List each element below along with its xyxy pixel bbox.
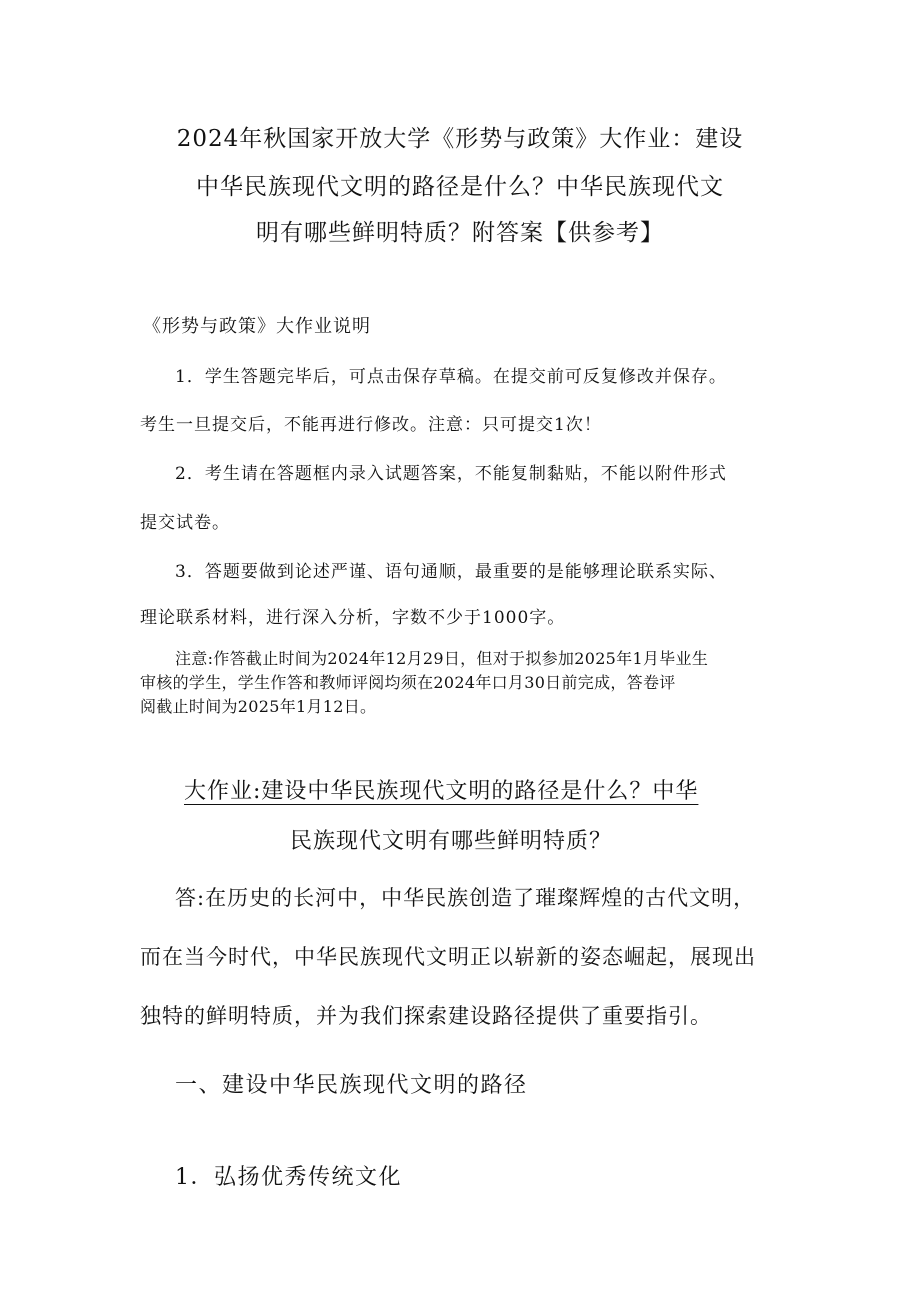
answer-line-2: 而在当今时代，中华民族现代文明正以崭新的姿态崛起，展现出 bbox=[140, 945, 756, 969]
question-line-2: 民族现代文明有哪些鲜明特质？ bbox=[290, 829, 613, 854]
subsection-heading-1: 1．弘扬优秀传统文化 bbox=[175, 1165, 402, 1190]
instruction-item-3-line-2: 理论联系材料，进行深入分析，字数不少于1000字。 bbox=[140, 608, 566, 628]
title-line-3: 明有哪些鲜明特质？附答案【供参考】 bbox=[256, 220, 664, 246]
answer-line-3: 独特的鲜明特质，并为我们探索建设路径提供了重要指引。 bbox=[140, 1004, 712, 1028]
notice-line-2: 审核的学生，学生作答和教师评阅均须在2024年口月30日前完成，答卷评 bbox=[140, 673, 676, 692]
instruction-item-3-line-1: 3．答题要做到论述严谨、语句通顺，最重要的是能够理论联系实际、 bbox=[175, 562, 727, 582]
instruction-item-2-line-2: 提交试卷。 bbox=[140, 513, 230, 533]
notice-line-3: 阅截止时间为2025年1月12日。 bbox=[140, 697, 377, 716]
answer-line-1: 答:在历史的长河中，中华民族创造了璀璨辉煌的古代文明， bbox=[175, 886, 756, 910]
instructions-heading: 《形势与政策》大作业说明 bbox=[143, 316, 371, 337]
title-line-2: 中华民族现代文明的路径是什么？中华民族现代文 bbox=[196, 174, 724, 200]
title-line-1: 2024年秋国家开放大学《形势与政策》大作业：建设 bbox=[176, 126, 744, 152]
instruction-item-2-line-1: 2．考生请在答题框内录入试题答案，不能复制黏贴，不能以附件形式 bbox=[175, 464, 727, 484]
notice-line-1: 注意:作答截止时间为2024年12月29日，但对于拟参加2025年1月毕业生 bbox=[175, 649, 709, 668]
instruction-item-1-line-2: 考生一旦提交后，不能再进行修改。注意：只可提交1次！ bbox=[140, 415, 602, 435]
section-heading-1: 一、建设中华民族现代文明的路径 bbox=[175, 1073, 528, 1098]
instruction-item-1-line-1: 1．学生答题完毕后，可点击保存草稿。在提交前可反复修改并保存。 bbox=[175, 367, 727, 387]
question-line-1: 大作业:建设中华民族现代文明的路径是什么？中华 bbox=[184, 779, 699, 804]
